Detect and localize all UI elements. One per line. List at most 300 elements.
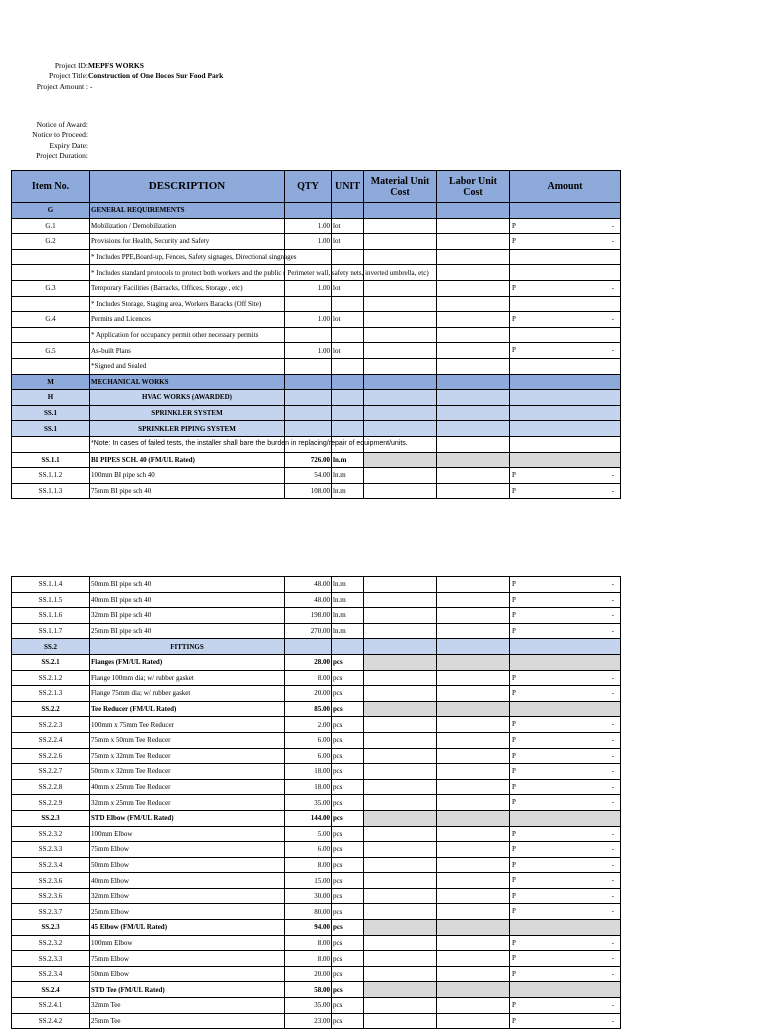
peso-sign: P xyxy=(512,767,516,776)
item-no-cell: SS.2.3.2 xyxy=(12,935,90,951)
qty-cell: 20.00 xyxy=(285,686,332,702)
item-no-cell: SS.1.1 xyxy=(12,452,90,468)
material-unit-cost-cell xyxy=(364,951,437,967)
item-no-cell: SS.1.1.6 xyxy=(12,608,90,624)
peso-sign: P xyxy=(512,876,516,885)
amount-value: - xyxy=(611,611,614,620)
table-row xyxy=(12,327,621,343)
item-no-cell: SS.2.3.4 xyxy=(12,966,90,982)
material-unit-cost-cell xyxy=(364,296,437,312)
unit-cell: pcs xyxy=(332,826,364,842)
labor-unit-cost-cell xyxy=(437,405,510,421)
table-row xyxy=(12,764,621,780)
qty-cell: 1.00 xyxy=(285,218,332,234)
table-row xyxy=(12,717,621,733)
material-unit-cost-cell xyxy=(364,717,437,733)
description-cell: 100mm x 75mm Tee Reducer xyxy=(90,717,285,733)
qty-cell xyxy=(285,296,332,312)
project-id-label: Project ID: xyxy=(54,61,88,70)
material-unit-cost-cell xyxy=(364,639,437,655)
table-row xyxy=(12,468,621,484)
description-cell: FITTINGS xyxy=(90,639,285,655)
description-cell: Flange 100mm dia; w/ rubber gasket xyxy=(90,670,285,686)
amount-cell xyxy=(510,935,621,951)
table-row xyxy=(12,826,621,842)
qty-cell: 58.00 xyxy=(285,982,332,998)
labor-unit-cost-cell xyxy=(437,592,510,608)
amount-cell xyxy=(510,764,621,780)
peso-sign: P xyxy=(512,891,516,900)
material-unit-cost-cell xyxy=(364,888,437,904)
labor-unit-cost-cell xyxy=(437,826,510,842)
item-no-cell xyxy=(12,358,90,374)
qty-cell: 18.00 xyxy=(285,779,332,795)
amount-cell xyxy=(510,623,621,639)
qty-cell: 30.00 xyxy=(285,888,332,904)
amount-cell xyxy=(510,842,621,858)
labor-unit-cost-cell xyxy=(437,249,510,265)
table-row xyxy=(12,436,621,452)
labor-unit-cost-cell xyxy=(437,779,510,795)
amount-value: - xyxy=(611,751,614,760)
item-no-cell: SS.2.2 xyxy=(12,701,90,717)
item-no-cell: SS.2.2.4 xyxy=(12,732,90,748)
material-unit-cost-cell xyxy=(364,218,437,234)
labor-unit-cost-cell xyxy=(437,686,510,702)
peso-sign: P xyxy=(512,907,516,916)
description-cell: SPRINKLER SYSTEM xyxy=(90,405,285,421)
material-unit-cost-cell xyxy=(364,701,437,717)
amount-cell xyxy=(510,920,621,936)
description-cell: 32mm x 25mm Tee Reducer xyxy=(90,795,285,811)
description-cell: *Signed and Sealed xyxy=(90,358,285,374)
amount-cell xyxy=(510,904,621,920)
unit-cell: pcs xyxy=(332,842,364,858)
table-row xyxy=(12,998,621,1014)
item-no-cell: SS.2.2.3 xyxy=(12,717,90,733)
description-cell: Tee Reducer (FM/UL Rated) xyxy=(90,701,285,717)
material-unit-cost-cell xyxy=(364,873,437,889)
description-cell: 25mm BI pipe sch 40 xyxy=(90,623,285,639)
qty-cell: 726.00 xyxy=(285,452,332,468)
qty-cell: 1.00 xyxy=(285,343,332,359)
amount-cell xyxy=(510,358,621,374)
item-no-cell xyxy=(12,296,90,312)
amount-value: - xyxy=(611,907,614,916)
peso-sign: P xyxy=(512,611,516,620)
labor-unit-cost-cell xyxy=(437,748,510,764)
amount-value: - xyxy=(611,237,614,246)
description-cell: 50mm x 32mm Tee Reducer xyxy=(90,764,285,780)
labor-unit-cost-cell xyxy=(437,732,510,748)
peso-sign: P xyxy=(512,829,516,838)
material-unit-cost-cell xyxy=(364,842,437,858)
labor-unit-cost-cell xyxy=(437,982,510,998)
table-row xyxy=(12,670,621,686)
qty-cell: 48.00 xyxy=(285,577,332,593)
amount-cell xyxy=(510,670,621,686)
table-row xyxy=(12,452,621,468)
labor-unit-cost-cell xyxy=(437,873,510,889)
peso-sign: P xyxy=(512,860,516,869)
item-no-cell xyxy=(12,327,90,343)
table-row xyxy=(12,732,621,748)
unit-cell: ln.m xyxy=(332,608,364,624)
material-unit-cost-cell xyxy=(364,857,437,873)
unit-cell xyxy=(332,374,364,390)
item-no-cell: SS.1.1.7 xyxy=(12,623,90,639)
unit-cell: pcs xyxy=(332,732,364,748)
unit-cell: pcs xyxy=(332,857,364,873)
table-row xyxy=(12,951,621,967)
description-cell: 40mm Elbow xyxy=(90,873,285,889)
unit-cell: pcs xyxy=(332,904,364,920)
peso-sign: P xyxy=(512,798,516,807)
material-unit-cost-cell xyxy=(364,966,437,982)
material-unit-cost-cell xyxy=(364,623,437,639)
amount-cell xyxy=(510,234,621,250)
qty-cell xyxy=(285,405,332,421)
material-unit-cost-cell xyxy=(364,935,437,951)
item-no-cell: SS.1 xyxy=(12,421,90,437)
peso-sign: P xyxy=(512,595,516,604)
boq-table-page2 xyxy=(11,576,621,1029)
peso-sign: P xyxy=(512,751,516,760)
unit-cell: ln.m xyxy=(332,577,364,593)
table-row xyxy=(12,483,621,499)
amount-value: - xyxy=(611,595,614,604)
labor-unit-cost-cell xyxy=(437,327,510,343)
amount-value: - xyxy=(611,689,614,698)
peso-sign: P xyxy=(512,689,516,698)
table-row xyxy=(12,1013,621,1029)
qty-cell xyxy=(285,374,332,390)
labor-unit-cost-cell xyxy=(437,764,510,780)
table-row xyxy=(12,203,621,219)
table-row xyxy=(12,842,621,858)
amount-value: - xyxy=(611,1016,614,1025)
amount-cell xyxy=(510,748,621,764)
qty-cell: 2.00 xyxy=(285,717,332,733)
amount-cell xyxy=(510,265,621,281)
amount-value: - xyxy=(611,798,614,807)
peso-sign: P xyxy=(512,580,516,588)
material-unit-cost-cell xyxy=(364,483,437,499)
unit-cell: pcs xyxy=(332,795,364,811)
amount-value: - xyxy=(611,673,614,682)
amount-cell xyxy=(510,857,621,873)
description-cell: 50mm BI pipe sch 40 xyxy=(90,577,285,593)
description-cell: Flanges (FM/UL Rated) xyxy=(90,654,285,670)
labor-unit-cost-cell xyxy=(437,717,510,733)
qty-cell: 6.00 xyxy=(285,748,332,764)
amount-cell xyxy=(510,873,621,889)
peso-sign: P xyxy=(512,1001,516,1010)
qty-cell: 94.00 xyxy=(285,920,332,936)
labor-unit-cost-cell xyxy=(437,312,510,328)
material-unit-cost-cell xyxy=(364,732,437,748)
item-no-cell xyxy=(12,436,90,452)
amount-value: - xyxy=(611,346,614,355)
qty-cell xyxy=(285,327,332,343)
unit-cell: pcs xyxy=(332,920,364,936)
amount-value: - xyxy=(611,1001,614,1010)
amount-value: - xyxy=(611,876,614,885)
table-row xyxy=(12,296,621,312)
item-no-cell: H xyxy=(12,390,90,406)
unit-cell: pcs xyxy=(332,1013,364,1029)
item-no-cell: SS.1.1.4 xyxy=(12,577,90,593)
material-unit-cost-cell xyxy=(364,577,437,593)
qty-cell: 8.00 xyxy=(285,935,332,951)
item-no-cell: G.2 xyxy=(12,234,90,250)
item-no-cell xyxy=(12,249,90,265)
qty-cell: 80.00 xyxy=(285,904,332,920)
amount-cell xyxy=(510,577,621,593)
table-row xyxy=(12,421,621,437)
item-no-cell: SS.2.3.4 xyxy=(12,857,90,873)
labor-unit-cost-cell xyxy=(437,203,510,219)
qty-cell: 35.00 xyxy=(285,795,332,811)
amount-value: - xyxy=(611,782,614,791)
col-header-amount: Amount xyxy=(510,171,621,203)
labor-unit-cost-cell xyxy=(437,608,510,624)
unit-cell: pcs xyxy=(332,998,364,1014)
qty-cell: 23.00 xyxy=(285,1013,332,1029)
unit-cell: pcs xyxy=(332,717,364,733)
item-no-cell: G.4 xyxy=(12,312,90,328)
amount-value: - xyxy=(611,283,614,292)
peso-sign: P xyxy=(512,486,516,495)
unit-cell xyxy=(332,358,364,374)
description-cell: STD Tee (FM/UL Rated) xyxy=(90,982,285,998)
qty-cell: 1.00 xyxy=(285,312,332,328)
peso-sign: P xyxy=(512,782,516,791)
table-row xyxy=(12,358,621,374)
labor-unit-cost-cell xyxy=(437,374,510,390)
qty-cell: 48.00 xyxy=(285,592,332,608)
unit-cell xyxy=(332,327,364,343)
item-no-cell: SS.2.2.9 xyxy=(12,795,90,811)
table-header-row xyxy=(12,171,621,203)
peso-sign: P xyxy=(512,845,516,854)
unit-cell xyxy=(332,249,364,265)
item-no-cell: SS.2.1 xyxy=(12,654,90,670)
peso-sign: P xyxy=(512,720,516,729)
amount-cell xyxy=(510,888,621,904)
table-row xyxy=(12,920,621,936)
description-cell: * Includes Storage, Staging area, Workers Baracks (Off Site) xyxy=(90,296,285,312)
amount-value: - xyxy=(611,845,614,854)
amount-cell xyxy=(510,966,621,982)
item-no-cell: SS.2.3 xyxy=(12,920,90,936)
material-unit-cost-cell xyxy=(364,982,437,998)
qty-cell xyxy=(285,203,332,219)
labor-unit-cost-cell xyxy=(437,920,510,936)
qty-cell: 6.00 xyxy=(285,842,332,858)
item-no-cell: SS.2.2.6 xyxy=(12,748,90,764)
material-unit-cost-cell xyxy=(364,421,437,437)
unit-cell: pcs xyxy=(332,951,364,967)
project-title-label: Project Title: xyxy=(49,71,88,81)
table-row xyxy=(12,654,621,670)
labor-unit-cost-cell xyxy=(437,639,510,655)
labor-unit-cost-cell xyxy=(437,358,510,374)
description-cell: 25mm Elbow xyxy=(90,904,285,920)
description-cell: Temporary Facilities (Barracks, Offices, Storage , etc) xyxy=(90,280,285,296)
table-row xyxy=(12,249,621,265)
unit-cell xyxy=(332,203,364,219)
qty-cell: 270.00 xyxy=(285,623,332,639)
description-cell: BI PIPES SCH. 40 (FM/UL Rated) xyxy=(90,452,285,468)
amount-cell xyxy=(510,327,621,343)
item-no-cell: SS.1.1.5 xyxy=(12,592,90,608)
description-cell: SPRINKLER PIPING SYSTEM xyxy=(90,421,285,437)
material-unit-cost-cell xyxy=(364,343,437,359)
table-row xyxy=(12,280,621,296)
amount-cell xyxy=(510,639,621,655)
table-row xyxy=(12,888,621,904)
labor-unit-cost-cell xyxy=(437,577,510,593)
labor-unit-cost-cell xyxy=(437,842,510,858)
material-unit-cost-cell xyxy=(364,608,437,624)
project-title-value: Construction of One Ilocos Sur Food Park xyxy=(88,71,224,81)
amount-value: - xyxy=(611,626,614,635)
material-unit-cost-cell xyxy=(364,654,437,670)
qty-cell: 1.00 xyxy=(285,234,332,250)
description-cell: * Includes standard protocols to protect both workers and the public ( Perimeter wall, safety nets, inverted umbrella, etc) xyxy=(90,265,285,281)
material-unit-cost-cell xyxy=(364,904,437,920)
unit-cell xyxy=(332,296,364,312)
labor-unit-cost-cell xyxy=(437,966,510,982)
qty-cell: 144.00 xyxy=(285,810,332,826)
item-no-cell: SS.2.2.8 xyxy=(12,779,90,795)
table-row xyxy=(12,343,621,359)
peso-sign: P xyxy=(512,969,516,978)
material-unit-cost-cell xyxy=(364,795,437,811)
amount-value: - xyxy=(611,315,614,324)
labor-unit-cost-cell xyxy=(437,436,510,452)
peso-sign: P xyxy=(512,735,516,744)
amount-value: - xyxy=(611,221,614,230)
unit-cell xyxy=(332,421,364,437)
amount-cell xyxy=(510,982,621,998)
labor-unit-cost-cell xyxy=(437,904,510,920)
item-no-cell: SS.2.3.3 xyxy=(12,842,90,858)
qty-cell: 1.00 xyxy=(285,280,332,296)
amount-cell xyxy=(510,717,621,733)
item-no-cell: SS.1.1.3 xyxy=(12,483,90,499)
item-no-cell: SS.2.1.3 xyxy=(12,686,90,702)
peso-sign: P xyxy=(512,954,516,963)
table-row xyxy=(12,904,621,920)
labor-unit-cost-cell xyxy=(437,623,510,639)
material-unit-cost-cell xyxy=(364,249,437,265)
table-row xyxy=(12,608,621,624)
amount-value: - xyxy=(611,860,614,869)
labor-unit-cost-cell xyxy=(437,218,510,234)
amount-value: - xyxy=(611,471,614,480)
peso-sign: P xyxy=(512,346,516,355)
amount-cell xyxy=(510,421,621,437)
material-unit-cost-cell xyxy=(364,592,437,608)
description-cell: * Includes PPE,Board-up, Fences, Safety signages, Directional singnages xyxy=(90,249,285,265)
amount-cell xyxy=(510,998,621,1014)
description-cell: 45 Elbow (FM/UL Rated) xyxy=(90,920,285,936)
amount-cell xyxy=(510,468,621,484)
description-cell: 75mm Elbow xyxy=(90,951,285,967)
item-no-cell: SS.1 xyxy=(12,405,90,421)
description-cell: 32mm Tee xyxy=(90,998,285,1014)
description-cell: Permits and Licences xyxy=(90,312,285,328)
table-row xyxy=(12,935,621,951)
material-unit-cost-cell xyxy=(364,468,437,484)
project-amount-value: - xyxy=(90,81,93,91)
unit-cell: pcs xyxy=(332,810,364,826)
boq-table-page1 xyxy=(11,170,621,499)
labor-unit-cost-cell xyxy=(437,670,510,686)
description-cell: 40mm BI pipe sch 40 xyxy=(90,592,285,608)
unit-cell xyxy=(332,405,364,421)
description-cell: 50mm Elbow xyxy=(90,857,285,873)
amount-cell xyxy=(510,951,621,967)
peso-sign: P xyxy=(512,626,516,635)
material-unit-cost-cell xyxy=(364,998,437,1014)
item-no-cell: SS.2.2.7 xyxy=(12,764,90,780)
amount-cell xyxy=(510,280,621,296)
unit-cell: pcs xyxy=(332,670,364,686)
qty-cell: 28.00 xyxy=(285,654,332,670)
amount-cell xyxy=(510,452,621,468)
material-unit-cost-cell xyxy=(364,203,437,219)
expiry-date-label: Expiry Date: xyxy=(49,140,88,150)
table-row xyxy=(12,234,621,250)
description-cell: *Note: In cases of failed tests, the installer shall bare the burden in replacing/repair of equipment/units. xyxy=(90,436,285,452)
material-unit-cost-cell xyxy=(364,312,437,328)
material-unit-cost-cell xyxy=(364,779,437,795)
project-amount-label: Project Amount : xyxy=(36,81,88,91)
qty-cell: 6.00 xyxy=(285,732,332,748)
amount-cell xyxy=(510,608,621,624)
peso-sign: P xyxy=(512,471,516,480)
item-no-cell: G xyxy=(12,203,90,219)
amount-value: - xyxy=(611,938,614,947)
table-row xyxy=(12,686,621,702)
qty-cell: 108.00 xyxy=(285,483,332,499)
qty-cell xyxy=(285,421,332,437)
material-unit-cost-cell xyxy=(364,748,437,764)
description-cell: HVAC WORKS (AWARDED) xyxy=(90,390,285,406)
unit-cell: lot xyxy=(332,234,364,250)
labor-unit-cost-cell xyxy=(437,857,510,873)
unit-cell: lot xyxy=(332,218,364,234)
amount-value: - xyxy=(611,767,614,776)
amount-cell xyxy=(510,732,621,748)
peso-sign: P xyxy=(512,221,516,230)
description-cell: As-built Plans xyxy=(90,343,285,359)
material-unit-cost-cell xyxy=(364,280,437,296)
item-no-cell: SS.2.3.3 xyxy=(12,951,90,967)
amount-cell xyxy=(510,826,621,842)
notice-of-award-label: Notice of Award: xyxy=(36,120,88,129)
amount-cell xyxy=(510,390,621,406)
amount-cell xyxy=(510,654,621,670)
description-cell: 75mm BI pipe sch 40 xyxy=(90,483,285,499)
peso-sign: P xyxy=(512,237,516,246)
notice-header xyxy=(0,120,88,161)
material-unit-cost-cell xyxy=(364,826,437,842)
table-row xyxy=(12,218,621,234)
